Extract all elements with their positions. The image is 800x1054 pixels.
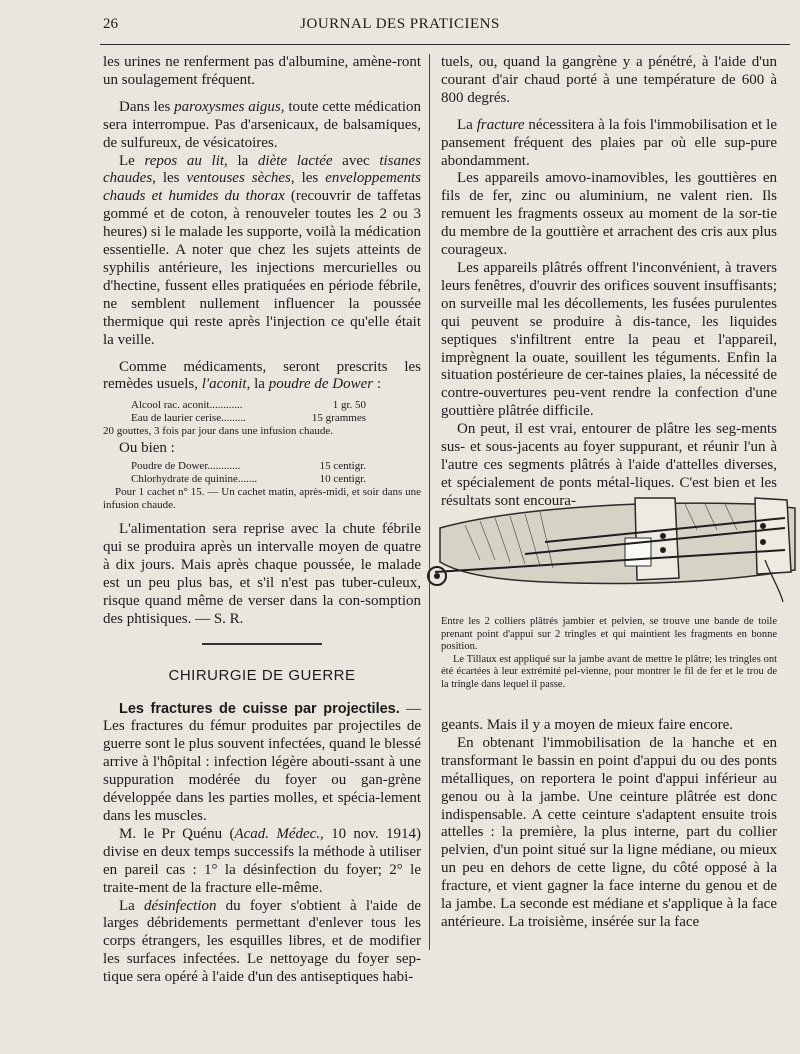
paragraph: geants. Mais il y a moyen de mieux faire encore. xyxy=(441,717,733,733)
caption-paragraph: Entre les 2 colliers plâtrés jambier et pelvien, se trouve une bande de toile prenant point d'appui sur 2 tringles et qui maintient les fragments en bonne position. xyxy=(441,616,777,653)
section-rule xyxy=(202,643,322,645)
paragraph: Le repos au lit, la diète lactée avec tisanes chaudes, les ventouses sèches, les enveloppements chauds et humides du thorax (recouvrir de taffetas gommé et de coton, à renouveler toutes les 2 ou 3 heures) si le malade les supporte, voilà la médication essentielle. A noter que chez les sujets atteints de syphilis antérieure, les injections mercurielles ou d'hectine, fussent elles pratiquées en période fébrile, ne semblent nullement influencer la poussée thermique qui reste après l'injection ce qu'elle était la veille. xyxy=(103,152,421,348)
journal-title: JOURNAL DES PRATICIENS xyxy=(300,16,500,32)
paragraph: M. le Pr Quénu (Acad. Médec., 10 nov. 1914) divise en deux temps successifs la méthode à utiliser en pareil cas : 1° la désinfection du foyer; 2° le traite-ment de la fracture elle-même. xyxy=(103,825,421,896)
prescription-line: Chlorhydrate de quinine....... 10 centigr. xyxy=(131,473,366,486)
page-number: 26 xyxy=(103,16,118,32)
paragraph: Comme médicaments, seront prescrits les remèdes usuels, l'aconit, la poudre de Dower : xyxy=(103,358,421,393)
prescription-note: Pour 1 cachet n° 15. — Un cachet matin, après-midi, et soir dans une infusion chaude. xyxy=(103,486,421,512)
section-title: CHIRURGIE DE GUERRE xyxy=(168,666,356,684)
paragraph: La fracture nécessitera à la fois l'immobilisation et le pansement fréquent des plaies par où elle sup-pure abondamment. xyxy=(441,116,777,169)
paragraph: Les fractures de cuisse par projectiles. — Les fractures du fémur produites par projectiles de guerre sont le plus souvent infectées, quand le blessé arrive à l'hôpital : infection légère abouti-ssant à une suppuration modérée du foyer ou gan-grène développée dans les parties molles, et spécia-lement dans les muscles. xyxy=(103,700,422,824)
prescription-line: Alcool rac. aconit............ 1 gr. 50 xyxy=(131,399,366,412)
paragraph: On peut, il est vrai, entourer de plâtre les seg-ments sus- et sous-jacents au foyer suppurant, et réunir l'un à l'autre ces segments plâtrés à l'aide d'attelles diverses, et spécialement de ponts métal-liques. C'est bien et les résultats sont encoura- xyxy=(441,421,777,509)
paragraph: En obtenant l'immobilisation de la hanche et en transformant le bassin en point d'appui du ou des ponts métalliques, on reportera le point d'appui inférieur au genou ou à la jambe. Une ceinture plâtrée est donc indispensable. A cette ceinture s'adaptent ensuite trois attelles : la première, la plus interne, part du collier pelvien, d'un point situé sur la ligne médiane, ou mieux un peu en dehors de cette ligne, du côté opposé à la fracture, et vient gagner la face interne du genou et de la jambe. La seconde est médiane et s'applique à la face antérieure. La troisième, insérée sur la face xyxy=(441,734,777,930)
traction-splint-figure xyxy=(425,490,800,612)
paragraph: La désinfection du foyer s'obtient à l'aide de larges débridements permettant d'enlever tous les corps étrangers, les esquilles libres, et de modifier les surfaces infectées. Le nettoyage du foyer sep-tique sera opéré à l'aide d'un des antiseptiques habi- xyxy=(103,897,421,986)
paragraph: Dans les paroxysmes aigus, toute cette médication sera interrompue. Pas d'arsenicaux, de balsamiques, de sulfureux, de vésicatoires. xyxy=(103,98,421,151)
prescription-line: Poudre de Dower............ 15 centigr. xyxy=(131,460,366,473)
paragraph: tuels, ou, quand la gangrène y a pénétré, à l'aide d'un courant d'air chaud porté à une température de 600 à 800 degrés. xyxy=(441,54,777,106)
paragraph: les urines ne renferment pas d'albumine, amène-ront un soulagement fréquent. xyxy=(103,54,421,88)
paragraph: Les appareils plâtrés offrent l'inconvénient, à travers leurs fenêtres, d'ouvrir des orifices souvent insuffisants; on surveille mal les décollements, les fusées purulentes qui peuvent se produire à dis-tance, les liquides septiques s'infiltrent entre la peau et l'appareil, imprègnent la ouate, souillent les téguments. Enfin la situation postérieure de cer-taines plaies, la nécessité de contre-ouvertures peu-vent rendre la confection d'une gouttière plâtrée difficile. xyxy=(441,259,777,420)
prescription-line: Eau de laurier cerise......... 15 grammes xyxy=(131,412,366,425)
left-column xyxy=(103,54,421,987)
right-column-top xyxy=(441,54,777,511)
caption-paragraph: Le Tillaux est appliqué sur la jambe avant de mettre le plâtre; les tringles ont été écartées à leur extrémité pel-vienne, pour montrer le fil de fer et le trou de la tringle dans lequel il passe. xyxy=(441,653,777,690)
prescription-2 xyxy=(103,460,421,486)
subsection-title: Les fractures de cuisse par projectiles. xyxy=(119,700,400,717)
header-rule xyxy=(100,44,790,45)
ou-bien-label: Ou bien : xyxy=(119,440,175,457)
right-column-bottom xyxy=(441,717,777,932)
prescription-1 xyxy=(103,399,421,425)
paragraph: Les appareils amovo-inamovibles, les gouttières en fils de fer, zinc ou aluminium, ne valent rien. Ils remuent les fragments osseux au moment de la sor-tie du membre de la gouttière et arrachent des cris aux plus courageux. xyxy=(441,170,777,259)
prescription-note: 20 gouttes, 3 fois par jour dans une infusion chaude. xyxy=(103,425,334,438)
paragraph: L'alimentation sera reprise avec la chute fébrile qui se produira après un intervalle moyen de quatre à dix jours. Mais après chaque poussée, le malade est un peu plus bas, et s'il n'est pas tuber-culeux, risque quand même de verser dans la con-somption des phtisiques. — S. R. xyxy=(103,521,421,627)
figure-caption xyxy=(441,616,777,692)
